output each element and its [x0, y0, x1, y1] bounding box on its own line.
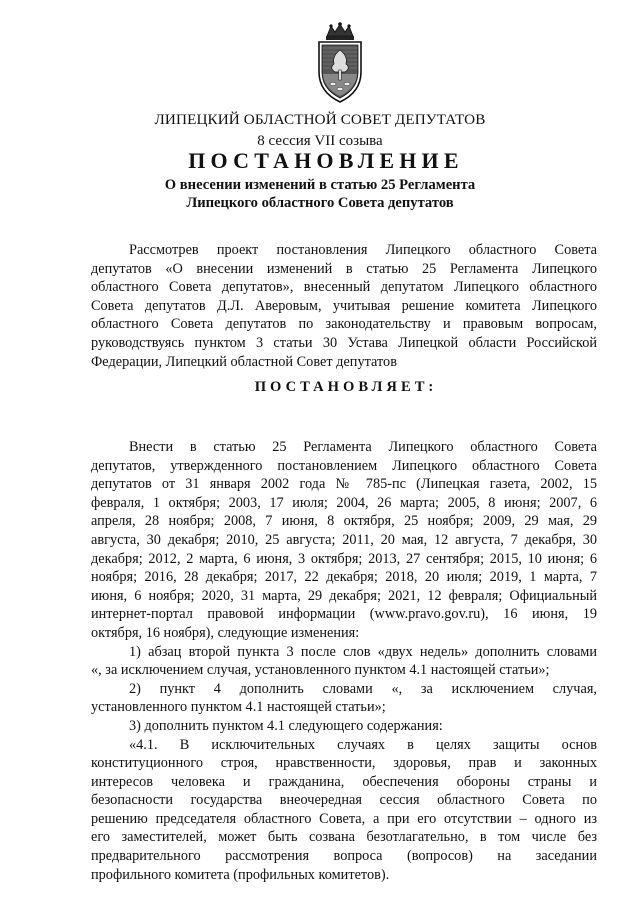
text-line: депутатов «О внесении изменений в статью 25 Регламента Липецкого: [91, 260, 597, 277]
resolution-heading: ПОСТАНОВЛЯЕТ:: [254, 379, 438, 395]
subject-line: О внесении изменений в статью 25 Регламента: [164, 177, 476, 193]
text-line: областного Совета депутатов», внесенный депутатом Липецкого областного: [91, 279, 597, 296]
text-line: профильного комитета (профильных комитетов).: [91, 866, 390, 883]
text-line: предварительного рассмотрения вопроса (вопросов) на заседании: [91, 848, 597, 865]
text-line: депутатов от 31 января 2002 года № 785-пс (Липецкая газета, 2002, 15: [91, 476, 597, 493]
amendment-3: 3) дополнить пунктом 4.1 следующего содержания:: [129, 717, 443, 734]
text-line: «, за исключением случая, установленного пунктом 4.1 настоящей статьи»;: [91, 662, 550, 679]
council-name: ЛИПЕЦКИЙ ОБЛАСТНОЙ СОВЕТ ДЕПУТАТОВ: [154, 111, 486, 128]
document-type: ПОСТАНОВЛЕНИЕ: [188, 148, 464, 173]
text-line: февраля, 1 октября; 2003, 17 июля; 2004, 26 марта; 2005, 8 июня; 2007, 6: [91, 494, 597, 511]
text-line: областного Совета депутатов по законодательству и правовым вопросам,: [91, 316, 597, 333]
text-line: декабря; 2012, 2 марта, 6 июня, 3 октября; 2013, 27 сентября; 2015, 10 июня; 6: [91, 550, 597, 567]
text-line: конституционного строя, нравственности, здоровья, прав и законных: [91, 755, 597, 772]
subject-line: Липецкого областного Совета депутатов: [186, 195, 454, 211]
text-line: октября, 16 ноября), следующие изменения:: [91, 624, 360, 641]
text-line: безопасности государства внеочередная сессия областного Совета по: [91, 792, 597, 809]
text-line: Федерации, Липецкий областной Совет депутатов: [91, 353, 397, 370]
text-line: апреля, 28 ноября; 2008, 7 июня, 8 октября, 25 ноября; 2009, 29 мая, 29: [91, 513, 597, 530]
session-info: 8 сессия VII созыва: [257, 133, 383, 149]
text-line: интересов человека и гражданина, обеспечения обороны страны и: [91, 773, 597, 790]
text-line: его заместителей, может быть созвана безотлагательно, в том числе без: [91, 829, 597, 846]
amendment-1: 1) абзац второй пункта 3 после слов «двух недель» дополнить словами: [129, 643, 597, 660]
text-line: Рассмотрев проект постановления Липецкого областного Совета: [129, 242, 597, 258]
clause-4-1: «4.1. В исключительных случаях в целях защиты основ: [129, 736, 597, 753]
coat-of-arms-icon: [313, 22, 367, 104]
text-line: депутатов, утвержденного постановлением Липецкого областного Совета: [91, 457, 597, 474]
amendment-2: 2) пункт 4 дополнить словами «, за исключением случая,: [129, 680, 597, 697]
text-line: ноября; 2016, 28 декабря; 2017, 22 декабря; 2018, 20 июля; 2019, 1 марта, 7: [91, 569, 597, 586]
text-line: руководствуясь пунктом 3 статьи 30 Устава Липецкой области Российской: [91, 334, 597, 351]
text-line: Внести в статью 25 Регламента Липецкого областного Совета: [129, 439, 597, 455]
text-line: августа, 30 декабря; 2010, 25 августа; 2011, 20 мая, 12 августа, 7 декабря, 30: [91, 531, 597, 548]
preamble-paragraph: [91, 241, 597, 371]
text-line: июня, 6 ноября; 2020, 31 марта, 29 декабря; 2021, 12 февраля; Официальный: [91, 587, 597, 604]
text-line: интернет-портал правовой информации (www.pravo.gov.ru), 16 июня, 19: [91, 606, 597, 623]
document-subject: [0, 176, 640, 212]
resolution-body: [91, 438, 597, 884]
text-line: Совета депутатов Д.Л. Аверовым, учитывая решение комитета Липецкого: [91, 297, 597, 314]
text-line: решению председателя областного Совета, а при его отсутствии – одного из: [91, 810, 597, 827]
text-line: установленного пунктом 4.1 настоящей статьи»;: [91, 699, 386, 716]
